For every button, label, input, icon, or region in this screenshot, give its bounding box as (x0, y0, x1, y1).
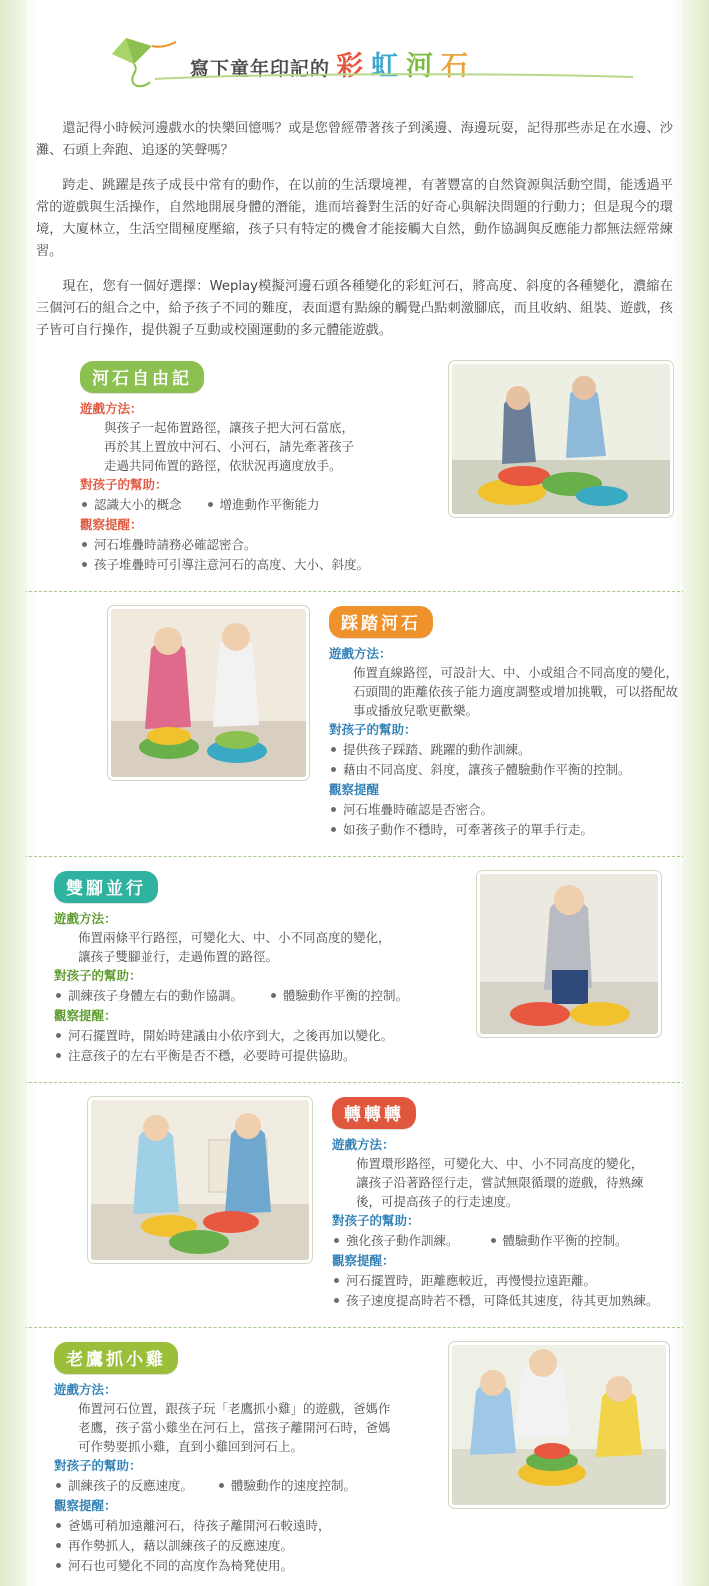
help-item: 體驗動作的速度控制。 (217, 1476, 356, 1495)
section-turn-turn-turn (0, 1091, 709, 1321)
howto-line: 佈置河石位置，跟孩子玩「老鷹抓小雞」的遊戲，爸媽作 (78, 1401, 391, 1416)
title-char-3: 河 (406, 51, 436, 82)
section-stepping-stones (0, 600, 709, 850)
help-item: 體驗動作平衡的控制。 (489, 1231, 628, 1250)
section-river-stone-free-play (0, 355, 709, 585)
label-note-1: 觀察提醒： (80, 517, 143, 532)
label-help-5: 對孩子的幫助： (54, 1458, 142, 1473)
note-item: 爸媽可稍加遠離河石，待孩子離開河石較遠時， (54, 1516, 449, 1535)
note-item: 再作勢抓人，藉以訓練孩子的反應速度。 (54, 1536, 449, 1555)
note-item: 河石擺置時，距離應較近，再慢慢拉遠距離。 (332, 1271, 679, 1290)
label-how-to-play-4: 遊戲方法： (332, 1137, 395, 1152)
note-item: 河石堆疊時請務必確認密合。 (80, 535, 449, 554)
note-item: 河石也可變化不同的高度作為椅凳使用。 (54, 1556, 449, 1575)
photo-children-stacking-stones (449, 361, 673, 517)
howto-line: 事或播放兒歌更歡樂。 (353, 703, 479, 718)
divider (24, 591, 685, 592)
help-item: 強化孩子動作訓練。 (332, 1231, 459, 1250)
section-title-1: 河石自由記 (80, 361, 204, 393)
label-help-1: 對孩子的幫助： (80, 477, 168, 492)
intro-paragraph-3: 現在，您有一個好選擇：Weplay模擬河邊石頭各種變化的彩虹河石，將高度、斜度的各種變化，濃縮在三個河石的組合之中，給予孩子不同的難度，表面還有點線的觸覺凸點刺激腳底，而且收納、組裝、遊戲，孩子皆可自行操作，提供親子互動或校園運動的多元體能遊戲。 (36, 279, 673, 338)
intro-paragraph-1: 還記得小時候河邊戲水的快樂回憶嗎？或是您曾經帶著孩子到溪邊、海邊玩耍，記得那些赤足在水邊、沙灘、石頭上奔跑、追逐的笑聲嗎？ (36, 121, 673, 158)
divider (24, 1327, 685, 1328)
help-item: 藉由不同高度、斜度，讓孩子體驗動作平衡的控制。 (329, 760, 679, 779)
help-item: 認識大小的概念 (80, 495, 182, 514)
howto-line: 與孩子一起佈置路徑，讓孩子把大河石當底， (104, 420, 355, 435)
section-title-5: 老鷹抓小雞 (54, 1342, 178, 1374)
help-item: 訓練孩子的反應速度。 (54, 1476, 193, 1495)
label-how-to-play-5: 遊戲方法： (54, 1382, 117, 1397)
label-help-2: 對孩子的幫助： (329, 722, 417, 737)
label-note-5: 觀察提醒： (54, 1498, 117, 1513)
help-item: 體驗動作平衡的控制。 (269, 986, 408, 1005)
label-note-3: 觀察提醒： (54, 1008, 117, 1023)
note-item: 注意孩子的左右平衡是否不穩，必要時可提供協助。 (54, 1046, 477, 1065)
note-item: 河石堆疊時確認是否密合。 (329, 800, 679, 819)
help-item: 提供孩子踩踏、跳躍的動作訓練。 (329, 740, 679, 759)
howto-line: 佈置環形路徑，可變化大、中、小不同高度的變化， (356, 1156, 644, 1171)
howto-line: 老鷹，孩子當小雞坐在河石上，當孩子離開河石時，爸媽 (78, 1420, 391, 1435)
note-item: 河石擺置時，開始時建議由小依序到大，之後再加以變化。 (54, 1026, 477, 1045)
howto-line: 可作勢要抓小雞，直到小雞回到河石上。 (78, 1439, 304, 1454)
underline-swoosh-icon (155, 72, 635, 82)
title-char-2: 虹 (371, 51, 401, 82)
note-item: 孩子堆疊時可引導注意河石的高度、大小、斜度。 (80, 555, 449, 574)
divider (24, 856, 685, 857)
title-subtext: 寫下童年印記的 (190, 58, 331, 80)
howto-line: 佈置直線路徑，可設計大、中、小或組合不同高度的變化， (353, 665, 679, 680)
divider (24, 1082, 685, 1083)
label-how-to-play-1: 遊戲方法： (80, 401, 143, 416)
title-char-1: 彩 (336, 51, 366, 82)
howto-line: 後，可提高孩子的行走速度。 (356, 1194, 519, 1209)
howto-line: 讓孩子沿著路徑行走，嘗試無限循環的遊戲，待熟練 (356, 1175, 644, 1190)
label-help-4: 對孩子的幫助： (332, 1213, 420, 1228)
note-item: 如孩子動作不穩時，可牽著孩子的單手行走。 (329, 820, 679, 839)
section-both-feet-parallel (0, 865, 709, 1076)
howto-line: 佈置兩條平行路徑，可變化大、中、小不同高度的變化， (78, 930, 391, 945)
section-title-3: 雙腳並行 (54, 871, 158, 903)
howto-line: 走過共同佈置的路徑，依狀況再適度放手。 (104, 458, 342, 473)
label-how-to-play-2: 遊戲方法： (329, 646, 392, 661)
photo-two-girls-stepping (108, 606, 309, 780)
help-item: 增進動作平衡能力 (206, 495, 320, 514)
intro-text (0, 114, 709, 342)
page-header (0, 0, 709, 114)
photo-family-eagle-game (449, 1342, 669, 1508)
section-title-4: 轉轉轉 (332, 1097, 416, 1129)
howto-line: 石頭間的距離依孩子能力適度調整或增加挑戰，可以搭配故 (353, 684, 679, 699)
photo-kids-circle-walking (88, 1097, 312, 1263)
photo-boy-both-feet (477, 871, 661, 1037)
section-title-2: 踩踏河石 (329, 606, 433, 638)
help-item: 訓練孩子身體左右的動作協調。 (54, 986, 243, 1005)
label-note-4: 觀察提醒： (332, 1253, 395, 1268)
howto-line: 讓孩子雙腳並行，走過佈置的路徑。 (78, 949, 279, 964)
label-help-3: 對孩子的幫助： (54, 968, 142, 983)
label-how-to-play-3: 遊戲方法： (54, 911, 117, 926)
section-eagle-catches-chicks (0, 1336, 709, 1586)
title-char-4: 石 (441, 51, 471, 82)
note-item: 孩子速度提高時若不穩，可降低其速度，待其更加熟練。 (332, 1291, 679, 1310)
label-note-2: 觀察提醒 (329, 782, 380, 797)
intro-paragraph-2: 跨走、跳躍是孩子成長中常有的動作，在以前的生活環境裡，有著豐富的自然資源與活動空間，能透過平常的遊戲與生活操作，自然地開展身體的潛能，進而培養對生活的好奇心與解決問題的行動力；但是現今的環境，大廈林立，生活空間極度壓縮，孩子只有特定的機會才能接觸大自然，動作協調與反應能力都無法經常練習。 (36, 178, 673, 259)
howto-line: 再於其上置放中河石、小河石，請先牽著孩子 (104, 439, 355, 454)
